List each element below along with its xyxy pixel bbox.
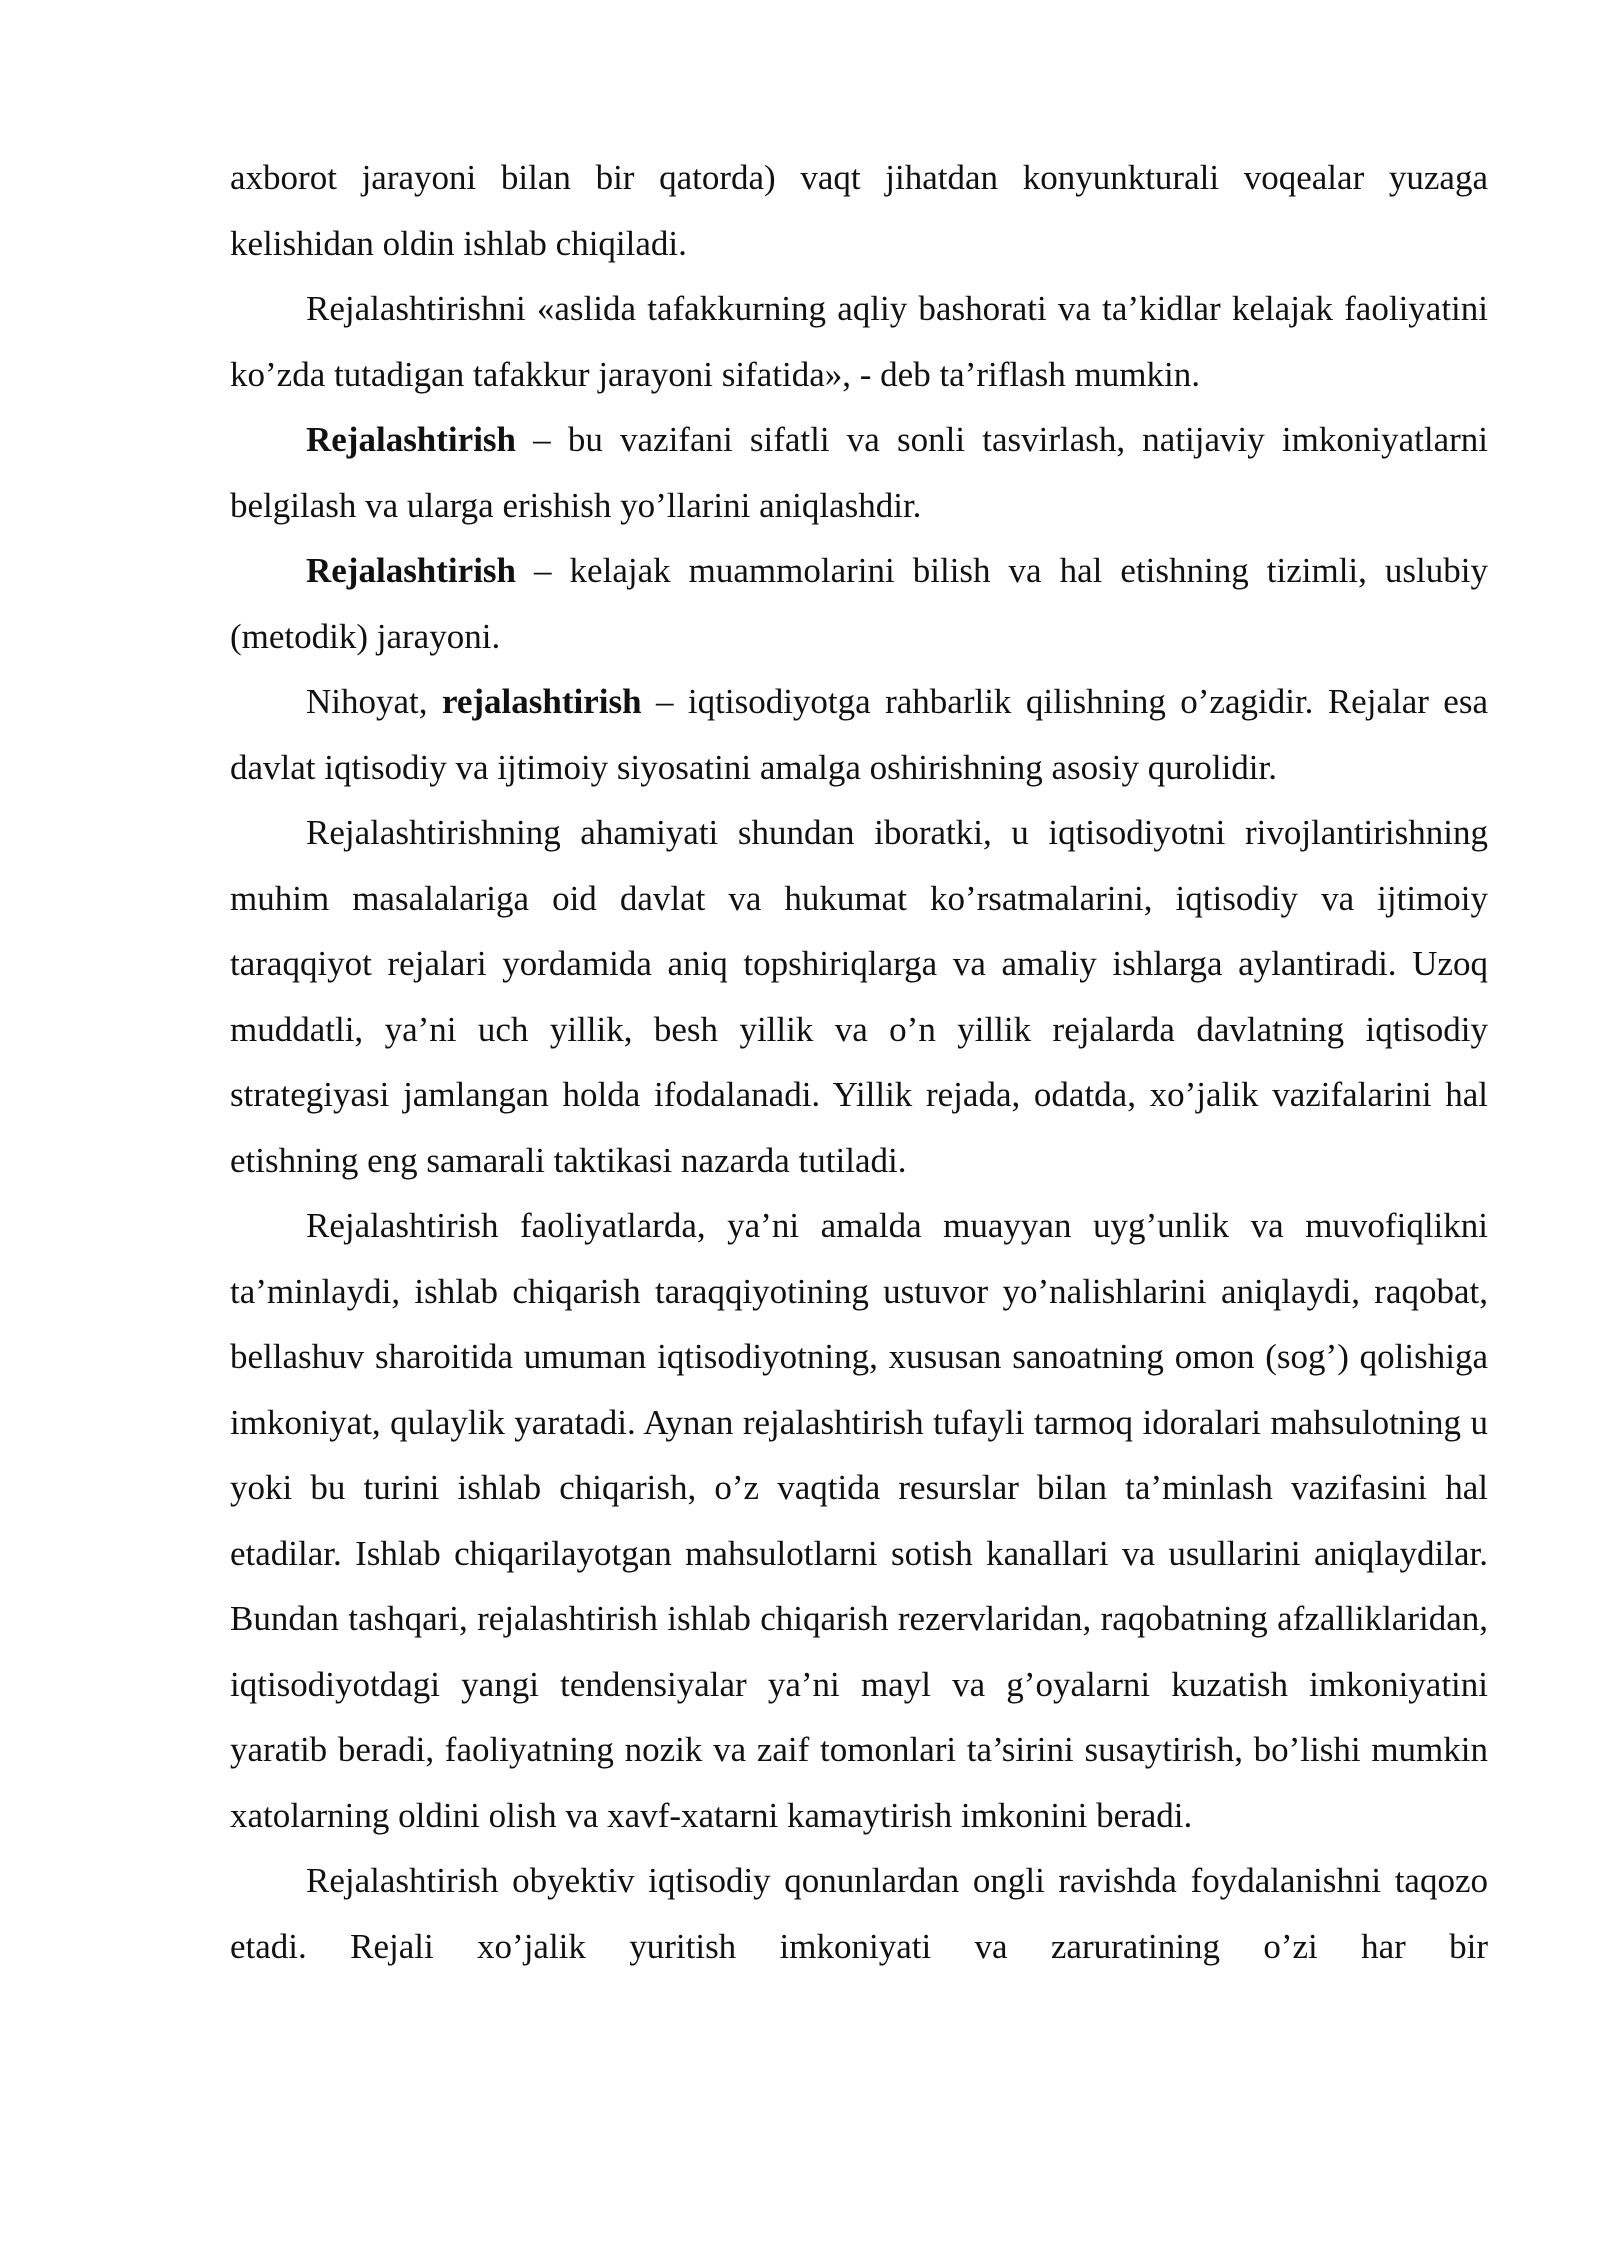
bold-term: Rejalashtirish [306,551,516,590]
paragraph-definition-1 [230,407,1488,538]
body-text [230,145,1488,1979]
definition-text: – bu vazifani sifatli va sonli tasvirlash, natijaviy imkoniyatlarni belgilash va ularga erishish yo’llarini aniqlashdir. [230,420,1488,525]
paragraph-continuation: axborot jarayoni bilan bir qatorda) vaqt jihatdan konyunkturali voqealar yuzaga kelishidan oldin ishlab chiqiladi. [230,158,1488,263]
paragraph-definition-2 [230,538,1488,669]
paragraph-importance: Rejalashtirishning ahamiyati shundan iboratki, u iqtisodiyotni rivojlantirishning muhim masalalariga oid davlat va hukumat ko’rsatmalarini, iqtisodiy va ijtimoiy taraqqiyot rejalari yordamida aniq topshiriqlarga va amaliy ishlarga aylantiradi. Uzoq muddatli, ya’ni uch yillik, besh yillik va o’n yillik rejalarda davlatning iqtisodiy strategiyasi jamlangan holda ifodalanadi. Yillik rejada, odatda, xo’jalik vazifalarini hal etishning eng samarali taktikasi nazarda tutiladi. [230,813,1488,1180]
bold-term: rejalashtirish [441,682,642,721]
paragraph-objective-laws: Rejalashtirish obyektiv iqtisodiy qonunlardan ongli ravishda foydalanishni taqozo etadi. Rejali xo’jalik yuritish imkoniyati va zaruratining o’zi har bir [230,1861,1488,1966]
paragraph-activities: Rejalashtirish faoliyatlarda, ya’ni amalda muayyan uyg’unlik va muvofiqlikni ta’minlaydi, ishlab chiqarish taraqqiyotining ustuvor yo’nalishlarini aniqlaydi, raqobat, bellashuv sharoitida umuman iqtisodiyotning, xususan sanoatning omon (sog’) qolishiga imkoniyat, qulaylik yaratadi. Aynan rejalashtirish tufayli tarmoq idoralari mahsulotning u yoki bu turini ishlab chiqarish, o’z vaqtida resurslar bilan ta’minlash vazifasini hal etadilar. Ishlab chiqarilayotgan mahsulotlarni sotish kanallari va usullarini aniqlaydilar. Bundan tashqari, rejalashtirish ishlab chiqarish rezervlaridan, raqobatning afzalliklaridan, iqtisodiyotdagi yangi tendensiyalar ya’ni mayl va g’oyalarni kuzatish imkoniyatini yaratib beradi, faoliyatning nozik va zaif tomonlari ta’sirini susaytirish, bo’lishi mumkin xatolarning oldini olish va xavf-xatarni kamaytirish imkonini beradi. [230,1206,1488,1835]
definition-text: – iqtisodiyotga rahbarlik qilishning o’zagidir. Rejalar esa davlat iqtisodiy va ijtimoiy siyosatini amalga oshirishning asosiy qurolidir. [230,682,1489,787]
paragraph-definition-3 [230,669,1488,800]
definition-text: – kelajak muammolarini bilish va hal etishning tizimli, uslubiy (metodik) jarayoni. [230,551,1488,656]
definition-lead: Nihoyat, [306,682,442,721]
bold-term: Rejalashtirish [306,420,516,459]
paragraph-definition-quote: Rejalashtirishni «aslida tafakkurning aqliy bashorati va ta’kidlar kelajak faoliyatini ko’zda tutadigan tafakkur jarayoni sifatida», - deb ta’riflash mumkin. [230,289,1488,394]
